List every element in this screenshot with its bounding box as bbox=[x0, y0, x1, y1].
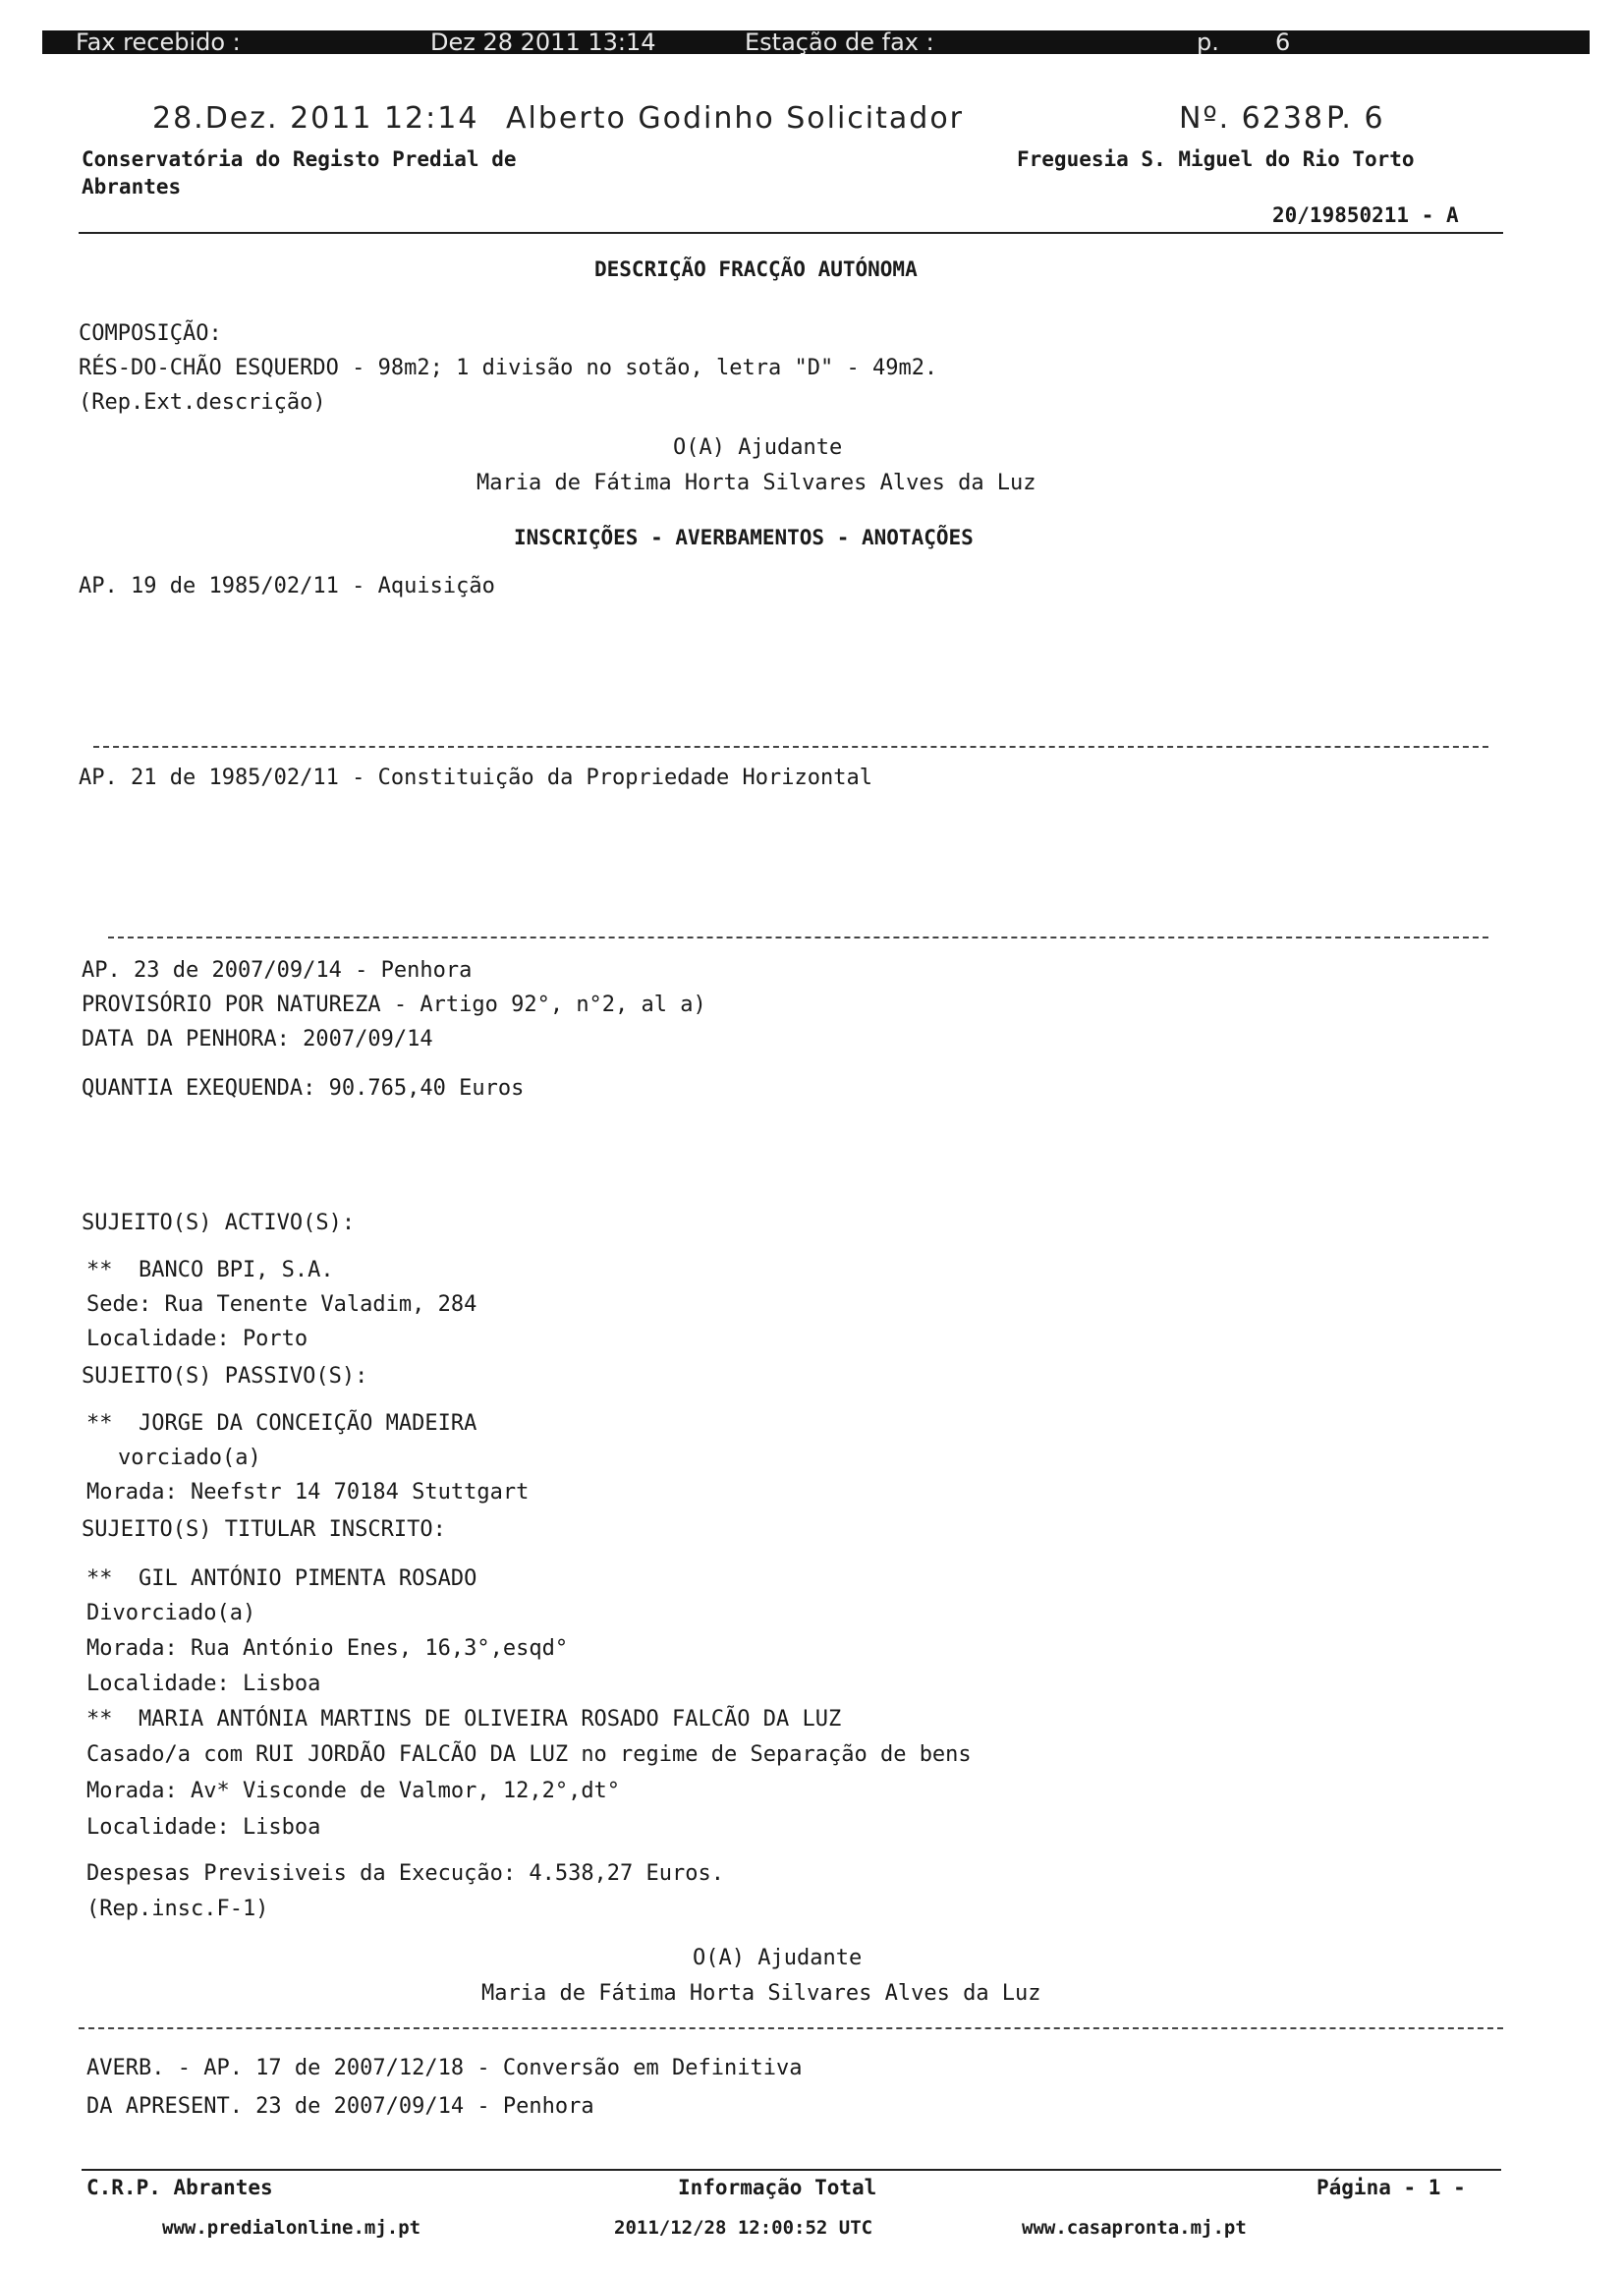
passive-subject-label: SUJEITO(S) PASSIVO(S): bbox=[82, 1364, 368, 1389]
ap23-title: AP. 23 de 2007/09/14 - Penhora bbox=[82, 958, 473, 983]
ap21-entry: AP. 21 de 1985/02/11 - Constituição da Propriedade Horizontal bbox=[79, 766, 872, 790]
composition-rep: (Rep.Ext.descrição) bbox=[79, 390, 326, 415]
averb-line2: DA APRESENT. 23 de 2007/09/14 - Penhora bbox=[86, 2094, 594, 2119]
fax-header-bar bbox=[42, 30, 1590, 54]
ap19-entry: AP. 19 de 1985/02/11 - Aquisição bbox=[79, 574, 495, 598]
entry-divider bbox=[79, 2027, 1503, 2029]
composition-label: COMPOSIÇÃO: bbox=[79, 321, 222, 346]
holder-label: SUJEITO(S) TITULAR INSCRITO: bbox=[82, 1517, 446, 1542]
active-subject-locality: Localidade: Porto bbox=[86, 1327, 308, 1351]
fax-received-label: Fax recebido : bbox=[76, 30, 241, 54]
holder2-address: Morada: Av* Visconde de Valmor, 12,2°,dt° bbox=[86, 1779, 621, 1803]
footer-info: Informação Total bbox=[678, 2176, 877, 2199]
expenses: Despesas Previsiveis da Execução: 4.538,27 Euros. bbox=[86, 1861, 725, 1886]
signer-name: Maria de Fátima Horta Silvares Alves da Luz bbox=[476, 471, 1036, 495]
holder1-name: ** GIL ANTÓNIO PIMENTA ROSADO bbox=[86, 1566, 477, 1591]
office-name-line2: Abrantes bbox=[82, 175, 182, 199]
fax-page-number: 6 bbox=[1275, 30, 1291, 54]
fax-station-label: Estação de fax : bbox=[745, 30, 934, 54]
signer-role: O(A) Ajudante bbox=[693, 1946, 863, 1970]
office-name-line1: Conservatória do Registo Predial de bbox=[82, 147, 517, 171]
signer-name: Maria de Fátima Horta Silvares Alves da Luz bbox=[481, 1981, 1041, 2006]
ap23-provisional: PROVISÓRIO POR NATUREZA - Artigo 92°, n°2, al a) bbox=[82, 993, 706, 1017]
fax-received-date: Dez 28 2011 13:14 bbox=[430, 30, 656, 54]
holder2-status: Casado/a com RUI JORDÃO FALCÃO DA LUZ no regime de Separação de bens bbox=[86, 1742, 972, 1767]
parish-name: Freguesia S. Miguel do Rio Torto bbox=[1017, 147, 1415, 171]
ap23-date: DATA DA PENHORA: 2007/09/14 bbox=[82, 1027, 433, 1051]
holder1-status: Divorciado(a) bbox=[86, 1601, 256, 1625]
passive-subject-address: Morada: Neefstr 14 70184 Stuttgart bbox=[86, 1480, 530, 1505]
averb-line1: AVERB. - AP. 17 de 2007/12/18 - Conversão em Definitiva bbox=[86, 2056, 803, 2080]
active-subject-label: SUJEITO(S) ACTIVO(S): bbox=[82, 1211, 356, 1235]
entry-divider bbox=[108, 937, 1488, 938]
holder2-name: ** MARIA ANTÓNIA MARTINS DE OLIVEIRA ROSADO FALCÃO DA LUZ bbox=[86, 1707, 842, 1732]
holder1-locality: Localidade: Lisboa bbox=[86, 1672, 321, 1696]
footer-site-casapronta: www.casapronta.mj.pt bbox=[1022, 2217, 1247, 2239]
fax-stamp-sender: Alberto Godinho Solicitador bbox=[506, 101, 965, 136]
inscriptions-heading: INSCRIÇÕES - AVERBAMENTOS - ANOTAÇÕES bbox=[514, 526, 974, 549]
fax-page-label: p. bbox=[1197, 30, 1219, 54]
footer-office: C.R.P. Abrantes bbox=[86, 2176, 273, 2199]
holder2-locality: Localidade: Lisboa bbox=[86, 1815, 321, 1840]
footer-page: Página - 1 - bbox=[1316, 2176, 1466, 2199]
footer-site-predial: www.predialonline.mj.pt bbox=[162, 2217, 421, 2239]
passive-subject-status: vorciado(a) bbox=[118, 1446, 261, 1470]
passive-subject-name: ** JORGE DA CONCEIÇÃO MADEIRA bbox=[86, 1411, 477, 1436]
footer-rule bbox=[82, 2169, 1501, 2171]
footer-timestamp: 2011/12/28 12:00:52 UTC bbox=[614, 2217, 873, 2239]
fax-stamp-number: Nº. 6238 bbox=[1179, 101, 1324, 136]
header-rule bbox=[79, 232, 1503, 234]
rep-insc: (Rep.insc.F-1) bbox=[86, 1897, 269, 1921]
active-subject-seat: Sede: Rua Tenente Valadim, 284 bbox=[86, 1292, 477, 1317]
active-subject-name: ** BANCO BPI, S.A. bbox=[86, 1258, 334, 1282]
record-number: 20/19850211 - A bbox=[1272, 203, 1459, 227]
signer-role: O(A) Ajudante bbox=[673, 435, 843, 460]
composition-text: RÉS-DO-CHÃO ESQUERDO - 98m2; 1 divisão no sotão, letra "D" - 49m2. bbox=[79, 356, 938, 380]
entry-divider bbox=[93, 746, 1488, 748]
fax-stamp-page: P. 6 bbox=[1326, 101, 1385, 136]
holder1-address: Morada: Rua António Enes, 16,3°,esqd° bbox=[86, 1636, 569, 1661]
ap23-amount: QUANTIA EXEQUENDA: 90.765,40 Euros bbox=[82, 1076, 525, 1101]
fax-stamp-datetime: 28.Dez. 2011 12:14 bbox=[152, 101, 479, 136]
description-heading: DESCRIÇÃO FRACÇÃO AUTÓNOMA bbox=[594, 257, 918, 281]
